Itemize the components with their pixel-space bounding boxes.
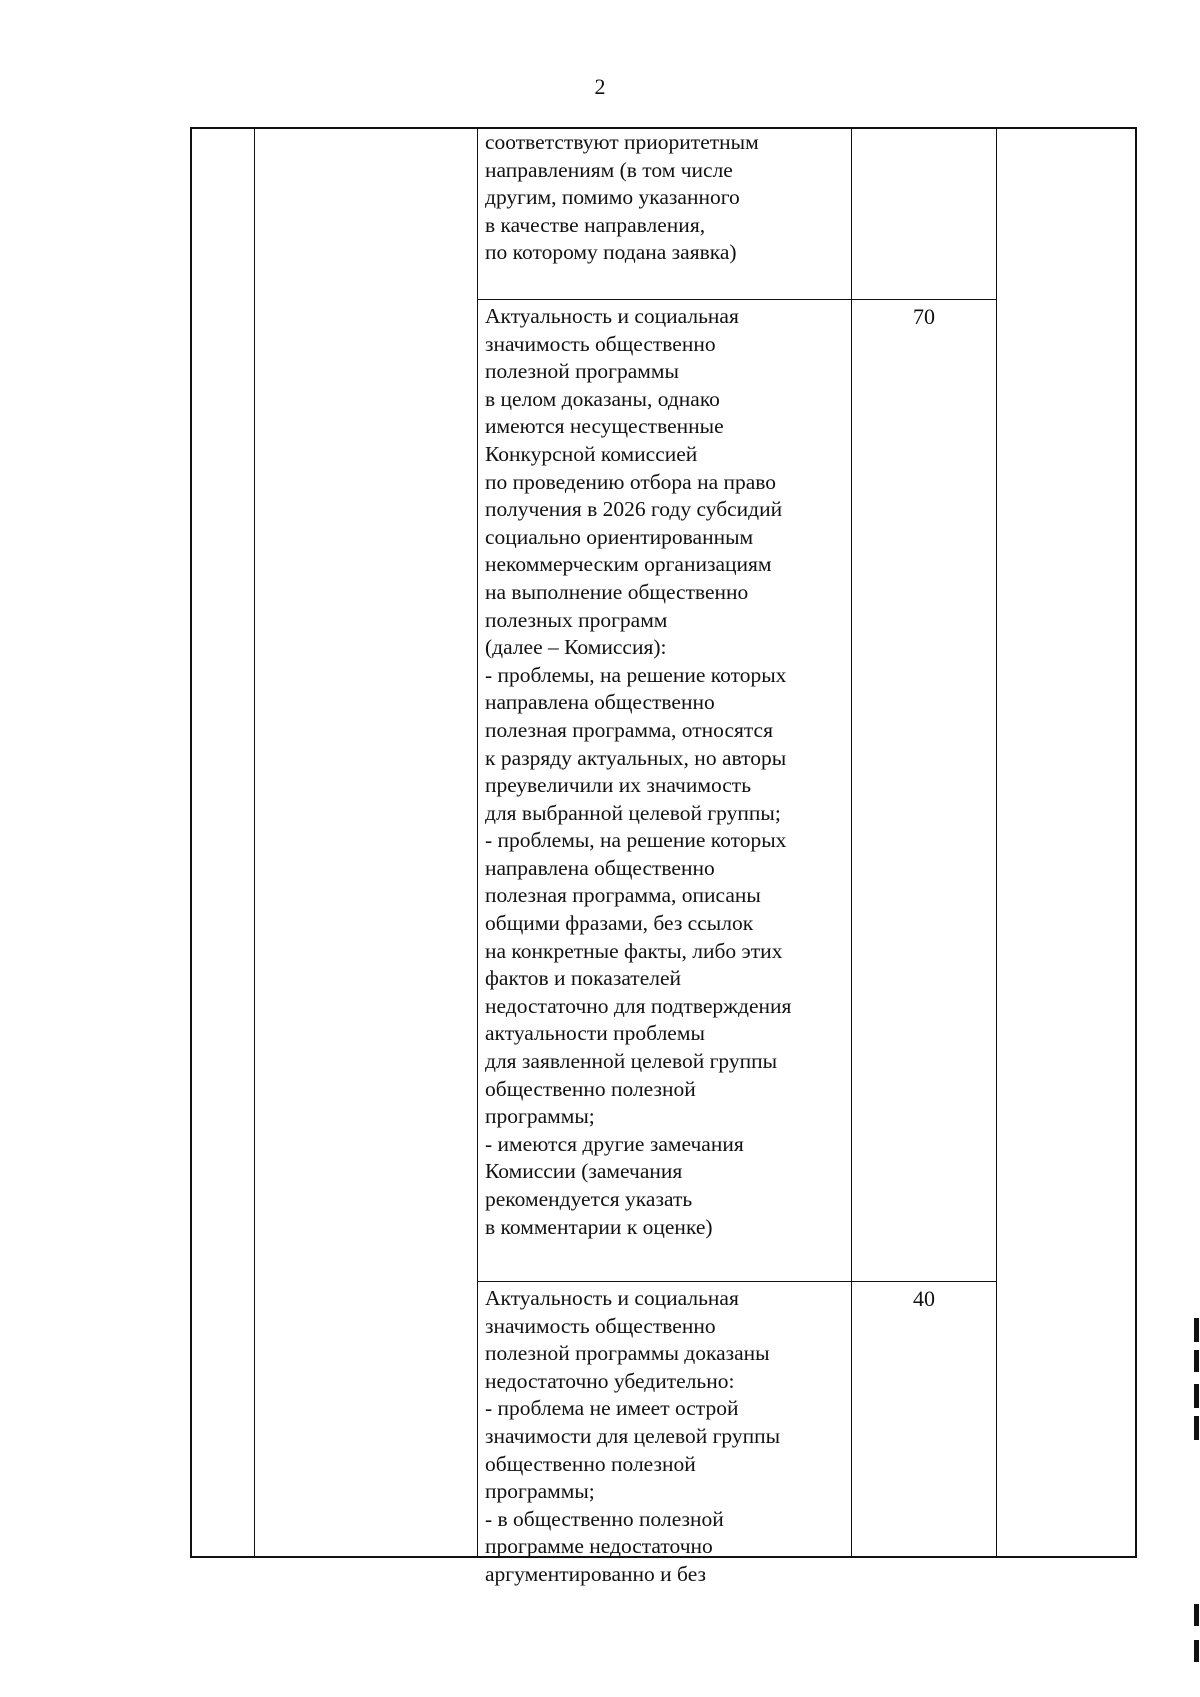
- criteria-table: [190, 127, 1137, 1586]
- score-cell-row-2: 70: [913, 304, 935, 329]
- column-divider: [851, 129, 852, 1556]
- scan-edge-mark: [1194, 1384, 1199, 1408]
- criterion-cell-row-2: Актуальность и социальная значимость общественно полезной программы в целом доказаны, однако имеются несущественные Конкурсной комиссией по проведению отбора на право получения в 2026 году субсидий социально ориентированным некоммерческим организациям на выполнение общественно полезных программ (далее – Комиссия): - проблемы, на решение которых направлена общественно полезная программа, относятся к разряду актуальных, но авторы преувеличили их значимость для выбранной целевой группы; - проблемы, на решение которых направлена общественно полезная программа, описаны общими фразами, без ссылок на конкретные факты, либо этих фактов и показателей недостаточно для подтверждения актуальности проблемы для заявленной целевой группы общественно полезной программы; - имеются другие замечания Комиссии (замечания рекомендуется указать в комментарии к оценке): [485, 304, 792, 1239]
- scan-edge-mark: [1194, 1350, 1199, 1372]
- scan-edge-mark: [1194, 1640, 1199, 1662]
- column-divider: [477, 129, 478, 1556]
- column-divider: [254, 129, 255, 1556]
- score-cell-row-3: 40: [913, 1286, 935, 1311]
- row-divider: [477, 299, 996, 300]
- scan-edge-mark: [1194, 1416, 1199, 1440]
- scan-edge-mark: [1194, 1604, 1199, 1626]
- page-number: 2: [594, 74, 606, 99]
- scan-edge-mark: [1194, 1318, 1199, 1342]
- criterion-cell-row-3: Актуальность и социальная значимость общественно полезной программы доказаны недостаточно убедительно: - проблема не имеет острой значимости для целевой группы общественно полезной программы; - в общественно полезной программе недостаточно аргументированно и без: [485, 1286, 781, 1586]
- row-divider: [477, 1281, 996, 1282]
- column-divider: [996, 129, 997, 1556]
- criterion-cell-row-1: соответствуют приоритетным направлениям (в том числе другим, помимо указанного в качестве направления, по которому подана заявка): [485, 130, 759, 265]
